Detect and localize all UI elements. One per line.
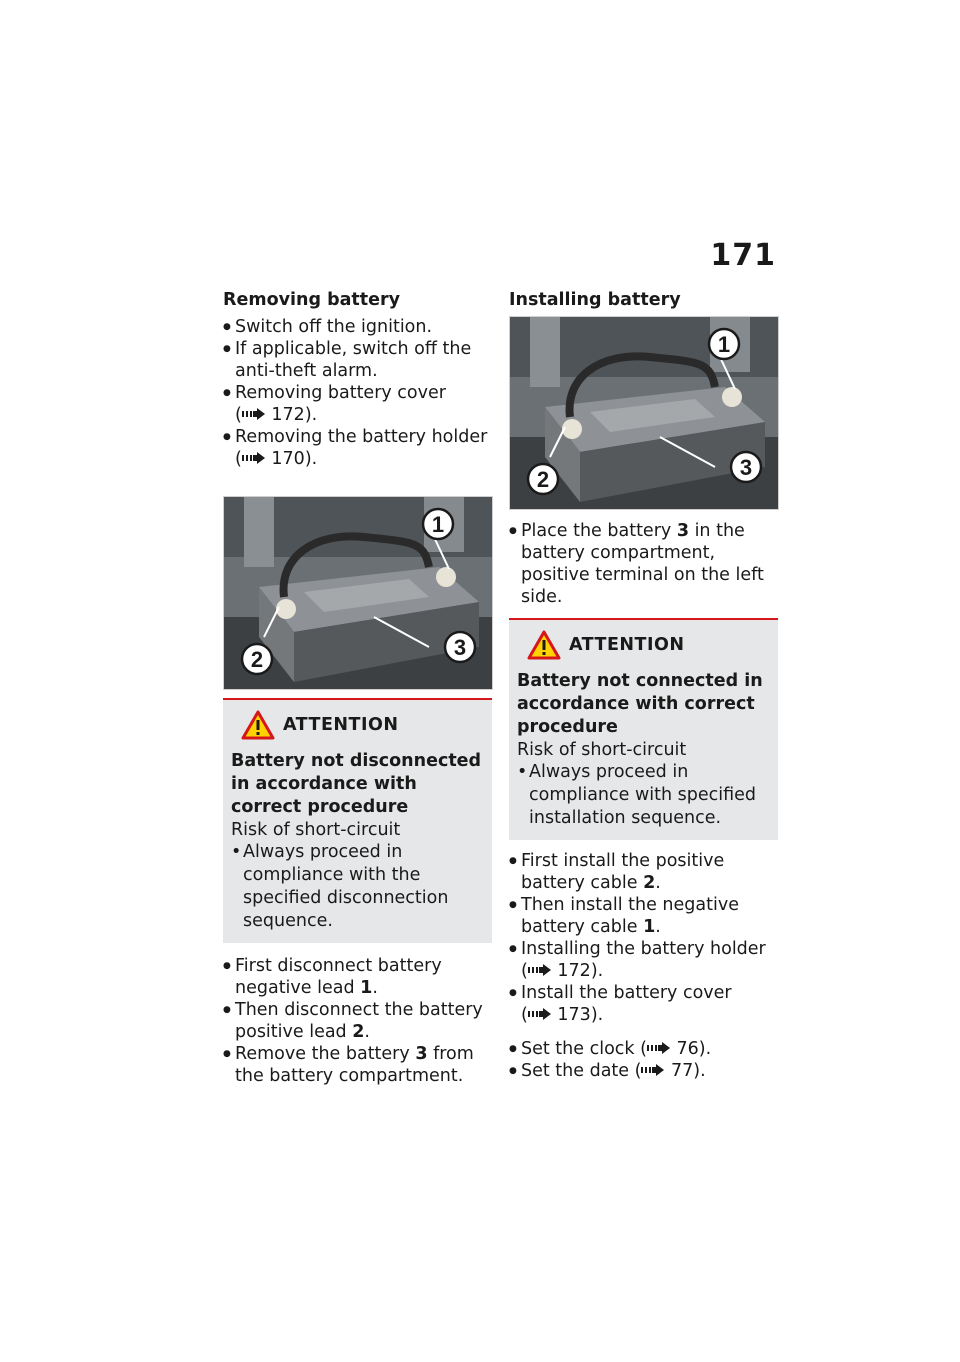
section-heading-installing: Installing battery [509, 290, 681, 310]
page-ref-link[interactable]: 76 [676, 1039, 699, 1059]
list-item: ● Switch off the ignition. [223, 316, 492, 338]
page-ref-arrow-icon [647, 1041, 671, 1055]
battery-installation-figure [509, 316, 779, 510]
warning-text: Risk of short-circuit [231, 820, 401, 840]
section-heading-removing: Removing battery [223, 290, 401, 310]
warning-bullet: • Always proceed in compliance with the specified disconnection sequence. [231, 841, 484, 933]
list-item: ● First disconnect battery negative lead 1. [223, 955, 492, 999]
page-ref-arrow-icon [641, 1063, 665, 1077]
list-item: ● Removing the battery holder ( 170). [223, 426, 492, 470]
page-ref-link[interactable]: 173 [557, 1005, 591, 1025]
list-item: ● Installing the battery holder ( 172). [509, 938, 778, 982]
page-ref-arrow-icon [528, 1007, 552, 1021]
callout-label: 2 [250, 647, 264, 672]
callout-label: 3 [739, 455, 753, 480]
page-ref-link[interactable]: 172 [557, 961, 591, 981]
page-ref-link[interactable]: 172 [271, 405, 305, 425]
disconnect-steps [223, 955, 492, 1087]
page-number: 171 [710, 238, 776, 273]
list-item: ● First install the positive battery cable 2. [509, 850, 778, 894]
page-ref-arrow-icon [242, 407, 266, 421]
page-ref-arrow-icon [242, 451, 266, 465]
list-item: ● Place the battery 3 in the battery compartment, positive terminal on the left side. [509, 520, 778, 608]
warning-subtitle: Battery not connected in accordance with correct procedure [517, 671, 763, 737]
place-step [509, 520, 778, 608]
list-item: ● Then install the negative battery cable 1. [509, 894, 778, 938]
warning-bullet: • Always proceed in compliance with specified installation sequence. [517, 761, 770, 830]
page-ref-link[interactable]: 170 [271, 449, 305, 469]
clock-date-steps [509, 1038, 778, 1082]
warning-title: ATTENTION [569, 635, 685, 655]
warning-triangle-icon [527, 630, 561, 660]
page-ref-arrow-icon [528, 963, 552, 977]
callout-label: 1 [717, 332, 731, 357]
list-item: ● If applicable, switch off the anti-theft alarm. [223, 338, 492, 382]
list-item: ● Set the date ( 77). [509, 1060, 778, 1082]
warning-text: Risk of short-circuit [517, 740, 687, 760]
connect-steps [509, 850, 778, 1026]
page-ref-link[interactable]: 77 [671, 1061, 694, 1081]
callout-label: 2 [536, 467, 550, 492]
list-item: ● Removing battery cover ( 172). [223, 382, 492, 426]
callout-label: 3 [453, 635, 467, 660]
left-column [223, 288, 492, 1087]
warning-triangle-icon [241, 710, 275, 740]
warning-box [509, 618, 778, 840]
list-item: ● Install the battery cover ( 173). [509, 982, 778, 1026]
list-item: ● Then disconnect the battery positive lead 2. [223, 999, 492, 1043]
list-item: ● Set the clock ( 76). [509, 1038, 778, 1060]
warning-title: ATTENTION [283, 715, 399, 735]
right-column [509, 288, 778, 1082]
battery-removal-figure [223, 496, 493, 690]
warning-box [223, 698, 492, 943]
removing-steps [223, 316, 492, 470]
callout-label: 1 [431, 512, 445, 537]
warning-subtitle: Battery not disconnected in accordance with correct procedure [231, 751, 482, 817]
list-item: ● Remove the battery 3 from the battery compartment. [223, 1043, 492, 1087]
